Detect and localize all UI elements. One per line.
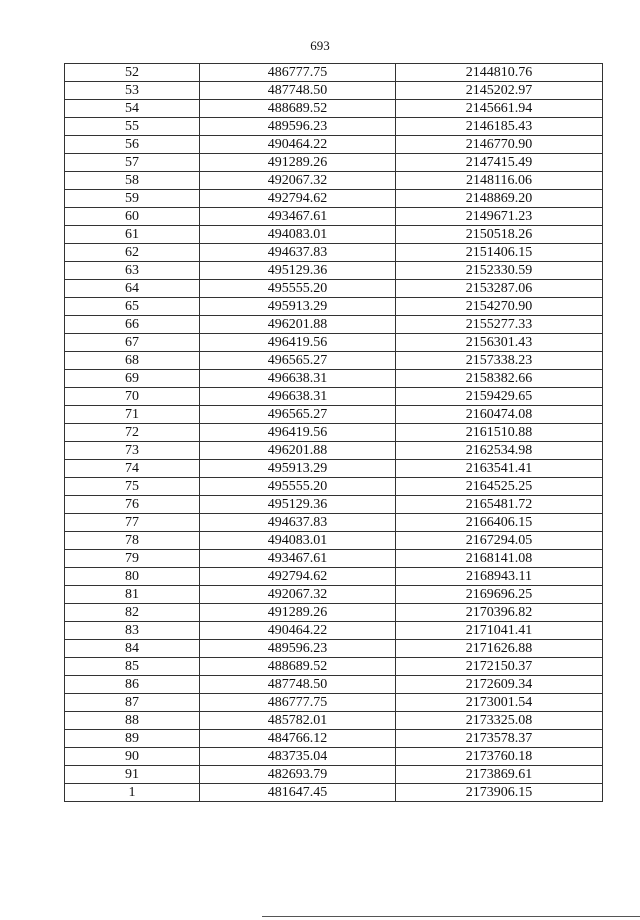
point-number-cell: 67 [65,334,200,352]
table-row [65,370,603,388]
point-number-cell: 59 [65,190,200,208]
table-row [65,550,603,568]
table-row [65,640,603,658]
y-coordinate-cell: 2145661.94 [396,100,603,118]
y-coordinate-cell: 2172150.37 [396,658,603,676]
point-number-cell: 87 [65,694,200,712]
table-row [65,226,603,244]
table-row [65,766,603,784]
x-coordinate-cell: 495913.29 [200,460,396,478]
x-coordinate-cell: 494083.01 [200,226,396,244]
table-row [65,154,603,172]
point-number-cell: 62 [65,244,200,262]
y-coordinate-cell: 2168141.08 [396,550,603,568]
point-number-cell: 76 [65,496,200,514]
point-number-cell: 86 [65,676,200,694]
point-number-cell: 52 [65,64,200,82]
table-row [65,406,603,424]
point-number-cell: 60 [65,208,200,226]
table-row [65,136,603,154]
x-coordinate-cell: 495129.36 [200,496,396,514]
x-coordinate-cell: 496419.56 [200,424,396,442]
x-coordinate-cell: 492067.32 [200,172,396,190]
table-row [65,496,603,514]
point-number-cell: 90 [65,748,200,766]
y-coordinate-cell: 2148869.20 [396,190,603,208]
y-coordinate-cell: 2170396.82 [396,604,603,622]
y-coordinate-cell: 2171626.88 [396,640,603,658]
point-number-cell: 72 [65,424,200,442]
point-number-cell: 80 [65,568,200,586]
point-number-cell: 88 [65,712,200,730]
point-number-cell: 56 [65,136,200,154]
x-coordinate-cell: 491289.26 [200,604,396,622]
point-number-cell: 64 [65,280,200,298]
y-coordinate-cell: 2165481.72 [396,496,603,514]
x-coordinate-cell: 490464.22 [200,136,396,154]
table-row [65,604,603,622]
y-coordinate-cell: 2152330.59 [396,262,603,280]
y-coordinate-cell: 2164525.25 [396,478,603,496]
point-number-cell: 77 [65,514,200,532]
y-coordinate-cell: 2161510.88 [396,424,603,442]
point-number-cell: 65 [65,298,200,316]
table-row [65,712,603,730]
x-coordinate-cell: 495555.20 [200,280,396,298]
table-row [65,82,603,100]
point-number-cell: 91 [65,766,200,784]
y-coordinate-cell: 2150518.26 [396,226,603,244]
x-coordinate-cell: 493467.61 [200,208,396,226]
table-row [65,388,603,406]
point-number-cell: 85 [65,658,200,676]
x-coordinate-cell: 486777.75 [200,694,396,712]
table-row [65,442,603,460]
point-number-cell: 54 [65,100,200,118]
y-coordinate-cell: 2148116.06 [396,172,603,190]
y-coordinate-cell: 2173325.08 [396,712,603,730]
table-row [65,172,603,190]
x-coordinate-cell: 481647.45 [200,784,396,802]
x-coordinate-cell: 488689.52 [200,100,396,118]
y-coordinate-cell: 2173578.37 [396,730,603,748]
y-coordinate-cell: 2151406.15 [396,244,603,262]
bottom-rule [262,916,640,917]
y-coordinate-cell: 2168943.11 [396,568,603,586]
y-coordinate-cell: 2157338.23 [396,352,603,370]
table-row [65,730,603,748]
y-coordinate-cell: 2147415.49 [396,154,603,172]
y-coordinate-cell: 2146185.43 [396,118,603,136]
point-number-cell: 79 [65,550,200,568]
table-row [65,532,603,550]
table-row [65,568,603,586]
y-coordinate-cell: 2155277.33 [396,316,603,334]
y-coordinate-cell: 2162534.98 [396,442,603,460]
point-number-cell: 83 [65,622,200,640]
y-coordinate-cell: 2173906.15 [396,784,603,802]
table-row [65,658,603,676]
table-row [65,460,603,478]
y-coordinate-cell: 2146770.90 [396,136,603,154]
y-coordinate-cell: 2173760.18 [396,748,603,766]
table-row [65,424,603,442]
x-coordinate-cell: 492794.62 [200,568,396,586]
x-coordinate-cell: 494083.01 [200,532,396,550]
y-coordinate-cell: 2169696.25 [396,586,603,604]
point-number-cell: 71 [65,406,200,424]
table-row [65,190,603,208]
table-row [65,586,603,604]
x-coordinate-cell: 489596.23 [200,640,396,658]
point-number-cell: 53 [65,82,200,100]
point-number-cell: 75 [65,478,200,496]
point-number-cell: 61 [65,226,200,244]
y-coordinate-cell: 2153287.06 [396,280,603,298]
x-coordinate-cell: 495913.29 [200,298,396,316]
y-coordinate-cell: 2171041.41 [396,622,603,640]
x-coordinate-cell: 496638.31 [200,388,396,406]
y-coordinate-cell: 2158382.66 [396,370,603,388]
x-coordinate-cell: 494637.83 [200,514,396,532]
x-coordinate-cell: 491289.26 [200,154,396,172]
table-row [65,622,603,640]
x-coordinate-cell: 486777.75 [200,64,396,82]
x-coordinate-cell: 493467.61 [200,550,396,568]
point-number-cell: 58 [65,172,200,190]
y-coordinate-cell: 2173869.61 [396,766,603,784]
coordinates-table-body [65,64,603,802]
y-coordinate-cell: 2167294.05 [396,532,603,550]
y-coordinate-cell: 2159429.65 [396,388,603,406]
y-coordinate-cell: 2166406.15 [396,514,603,532]
point-number-cell: 89 [65,730,200,748]
y-coordinate-cell: 2154270.90 [396,298,603,316]
table-row [65,694,603,712]
table-row [65,676,603,694]
point-number-cell: 1 [65,784,200,802]
x-coordinate-cell: 496565.27 [200,352,396,370]
y-coordinate-cell: 2163541.41 [396,460,603,478]
table-row [65,118,603,136]
table-row [65,334,603,352]
x-coordinate-cell: 492794.62 [200,190,396,208]
table-row [65,748,603,766]
y-coordinate-cell: 2173001.54 [396,694,603,712]
table-row [65,280,603,298]
point-number-cell: 70 [65,388,200,406]
x-coordinate-cell: 487748.50 [200,676,396,694]
table-row [65,514,603,532]
point-number-cell: 68 [65,352,200,370]
x-coordinate-cell: 495555.20 [200,478,396,496]
x-coordinate-cell: 489596.23 [200,118,396,136]
point-number-cell: 81 [65,586,200,604]
point-number-cell: 55 [65,118,200,136]
point-number-cell: 69 [65,370,200,388]
x-coordinate-cell: 488689.52 [200,658,396,676]
y-coordinate-cell: 2149671.23 [396,208,603,226]
x-coordinate-cell: 483735.04 [200,748,396,766]
point-number-cell: 82 [65,604,200,622]
x-coordinate-cell: 496638.31 [200,370,396,388]
y-coordinate-cell: 2144810.76 [396,64,603,82]
x-coordinate-cell: 487748.50 [200,82,396,100]
table-row [65,298,603,316]
y-coordinate-cell: 2172609.34 [396,676,603,694]
point-number-cell: 57 [65,154,200,172]
table-row [65,352,603,370]
table-row [65,244,603,262]
y-coordinate-cell: 2156301.43 [396,334,603,352]
x-coordinate-cell: 494637.83 [200,244,396,262]
x-coordinate-cell: 492067.32 [200,586,396,604]
point-number-cell: 66 [65,316,200,334]
table-row [65,784,603,802]
point-number-cell: 84 [65,640,200,658]
page-number: 693 [310,38,330,53]
point-number-cell: 74 [65,460,200,478]
x-coordinate-cell: 485782.01 [200,712,396,730]
table-row [65,208,603,226]
x-coordinate-cell: 490464.22 [200,622,396,640]
x-coordinate-cell: 496419.56 [200,334,396,352]
x-coordinate-cell: 495129.36 [200,262,396,280]
coordinates-table [64,63,603,802]
y-coordinate-cell: 2145202.97 [396,82,603,100]
x-coordinate-cell: 496201.88 [200,442,396,460]
x-coordinate-cell: 496201.88 [200,316,396,334]
point-number-cell: 63 [65,262,200,280]
x-coordinate-cell: 482693.79 [200,766,396,784]
table-row [65,100,603,118]
point-number-cell: 78 [65,532,200,550]
table-row [65,478,603,496]
x-coordinate-cell: 496565.27 [200,406,396,424]
table-row [65,262,603,280]
y-coordinate-cell: 2160474.08 [396,406,603,424]
table-row [65,316,603,334]
table-row [65,64,603,82]
point-number-cell: 73 [65,442,200,460]
x-coordinate-cell: 484766.12 [200,730,396,748]
